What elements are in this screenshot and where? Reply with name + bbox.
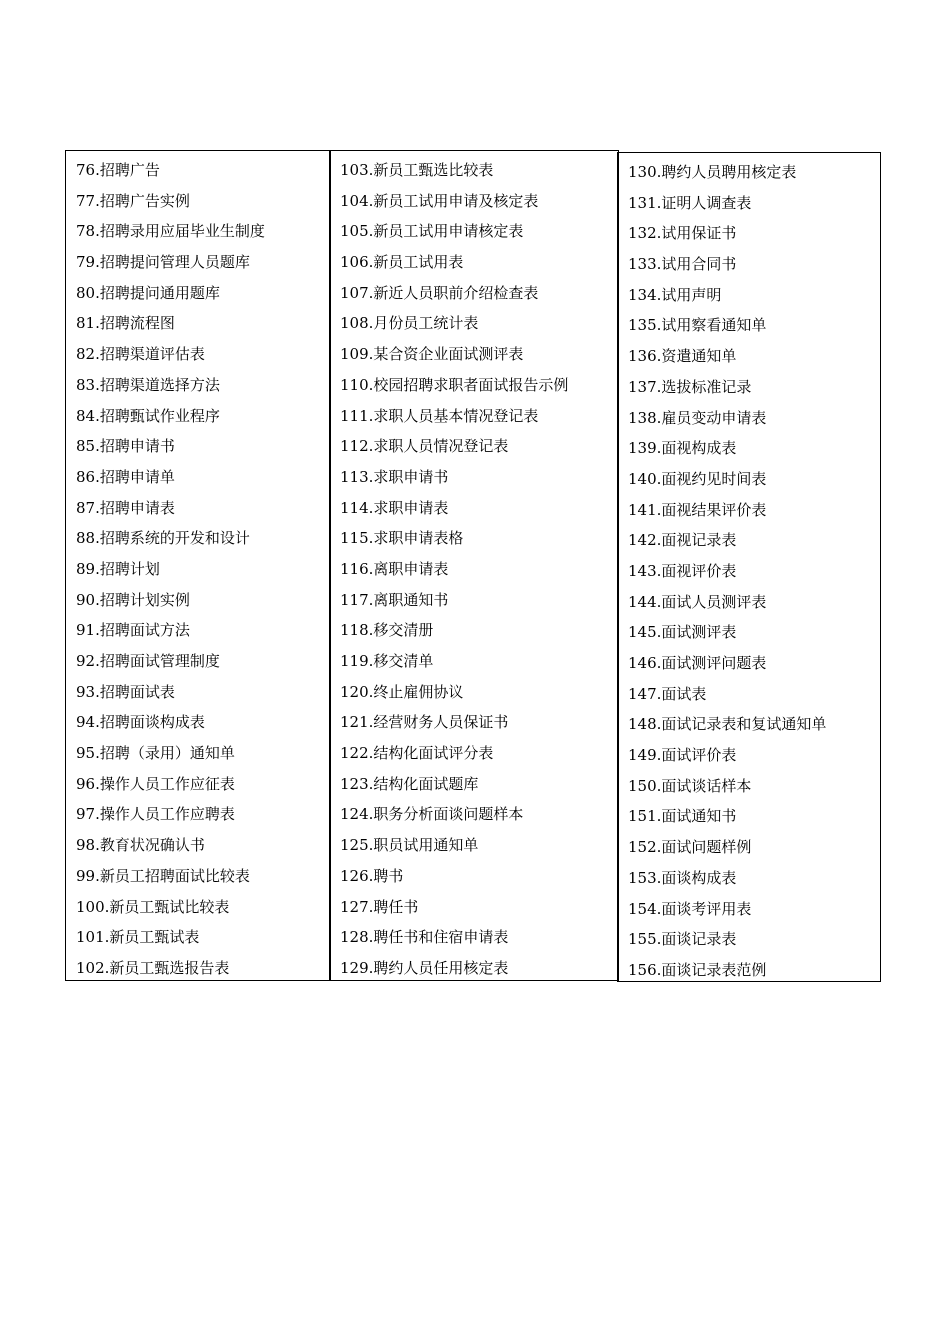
- list-item: 85.招聘申请书: [76, 437, 175, 456]
- list-item: 107.新近人员职前介绍检查表: [340, 283, 539, 302]
- list-item: 144.面试人员测评表: [628, 592, 767, 611]
- list-item: 149.面试评价表: [628, 746, 737, 765]
- list-item: 137.选拔标准记录: [628, 377, 752, 396]
- list-item: 87.招聘申请表: [76, 498, 175, 517]
- list-item: 136.资遣通知单: [628, 347, 737, 366]
- list-item: 76.招聘广告: [76, 161, 160, 179]
- list-item: 116.离职申请表: [340, 559, 449, 578]
- list-item: 104.新员工试用申请及核定表: [340, 191, 539, 210]
- list-item: 140.面视约见时间表: [628, 469, 767, 488]
- list-item: 93.招聘面试表: [76, 682, 175, 701]
- list-item: 115.求职申请表格: [340, 529, 464, 548]
- list-item: 98.教育状况确认书: [76, 836, 205, 855]
- list-item: 119.移交清单: [340, 652, 434, 670]
- index-list: [76, 155, 330, 984]
- list-item: 81.招聘流程图: [76, 314, 175, 333]
- list-item: 121.经营财务人员保证书: [340, 713, 509, 732]
- index-list: [340, 155, 618, 984]
- list-item: 94.招聘面谈构成表: [76, 713, 205, 732]
- index-column-2: [329, 150, 619, 981]
- list-item: 154.面谈考评用表: [628, 899, 752, 918]
- list-item: 145.面试测评表: [628, 623, 737, 642]
- list-item: 134.试用声明: [628, 285, 722, 304]
- list-item: 118.移交清册: [340, 621, 434, 640]
- list-item: 151.面试通知书: [628, 807, 737, 826]
- index-column-1: [65, 150, 331, 981]
- list-item: 150.面试谈话样本: [628, 776, 752, 795]
- list-item: 138.雇员变动申请表: [628, 408, 767, 427]
- list-item: 126.聘书: [340, 866, 404, 885]
- list-item: 129.聘约人员任用核定表: [340, 958, 509, 977]
- list-item: 147.面试表: [628, 684, 707, 703]
- list-item: 100.新员工甄试比较表: [76, 897, 230, 916]
- list-item: 156.面谈记录表范例: [628, 960, 767, 979]
- list-item: 96.操作人员工作应征表: [76, 774, 235, 793]
- list-item: 77.招聘广告实例: [76, 191, 190, 210]
- list-item: 128.聘任书和住宿申请表: [340, 928, 509, 947]
- list-item: 113.求职申请书: [340, 467, 449, 486]
- list-item: 101.新员工甄试表: [76, 928, 200, 947]
- list-item: 127.聘任书: [340, 897, 419, 916]
- list-item: 109.某合资企业面试测评表: [340, 345, 524, 364]
- list-item: 148.面试记录表和复试通知单: [628, 715, 827, 734]
- list-item: 88.招聘系统的开发和设计: [76, 529, 250, 548]
- list-item: 130.聘约人员聘用核定表: [628, 163, 797, 181]
- list-item: 155.面谈记录表: [628, 930, 737, 949]
- list-item: 123.结构化面试题库: [340, 774, 479, 793]
- list-item: 141.面视结果评价表: [628, 500, 767, 519]
- list-item: 146.面试测评问题表: [628, 654, 767, 672]
- list-item: 142.面视记录表: [628, 531, 737, 550]
- list-item: 152.面试问题样例: [628, 838, 752, 857]
- list-item: 135.试用察看通知单: [628, 316, 767, 335]
- list-item: 79.招聘提问管理人员题库: [76, 253, 250, 272]
- list-item: 78.招聘录用应届毕业生制度: [76, 222, 265, 241]
- list-item: 82.招聘渠道评估表: [76, 345, 205, 364]
- list-item: 114.求职申请表: [340, 498, 449, 517]
- list-item: 83.招聘渠道选择方法: [76, 375, 220, 394]
- index-column-3: [617, 152, 881, 982]
- list-item: 122.结构化面试评分表: [340, 744, 494, 763]
- list-item: 108.月份员工统计表: [340, 314, 479, 333]
- list-item: 91.招聘面试方法: [76, 621, 190, 640]
- list-item: 153.面谈构成表: [628, 868, 737, 887]
- index-list: [628, 157, 880, 986]
- list-item: 139.面视构成表: [628, 439, 737, 458]
- list-item: 125.职员试用通知单: [340, 836, 479, 855]
- list-item: 89.招聘计划: [76, 559, 160, 578]
- list-item: 110.校园招聘求职者面试报告示例: [340, 375, 569, 394]
- list-item: 90.招聘计划实例: [76, 590, 190, 609]
- list-item: 84.招聘甄试作业程序: [76, 406, 220, 425]
- list-item: 133.试用合同书: [628, 255, 737, 274]
- list-item: 131.证明人调查表: [628, 193, 752, 212]
- list-item: 103.新员工甄选比较表: [340, 161, 494, 179]
- list-item: 86.招聘申请单: [76, 467, 175, 486]
- list-item: 80.招聘提问通用题库: [76, 283, 220, 302]
- list-item: 143.面视评价表: [628, 561, 737, 580]
- list-item: 124.职务分析面谈问题样本: [340, 805, 524, 824]
- list-item: 120.终止雇佣协议: [340, 682, 464, 701]
- list-item: 106.新员工试用表: [340, 253, 464, 272]
- list-item: 102.新员工甄选报告表: [76, 958, 230, 977]
- list-item: 97.操作人员工作应聘表: [76, 805, 235, 824]
- list-item: 105.新员工试用申请核定表: [340, 222, 524, 241]
- list-item: 99.新员工招聘面试比较表: [76, 866, 250, 885]
- list-item: 132.试用保证书: [628, 224, 737, 243]
- list-item: 111.求职人员基本情况登记表: [340, 406, 539, 425]
- list-item: 95.招聘（录用）通知单: [76, 744, 235, 763]
- list-item: 112.求职人员情况登记表: [340, 437, 509, 456]
- list-item: 92.招聘面试管理制度: [76, 652, 220, 670]
- list-item: 117.离职通知书: [340, 590, 449, 609]
